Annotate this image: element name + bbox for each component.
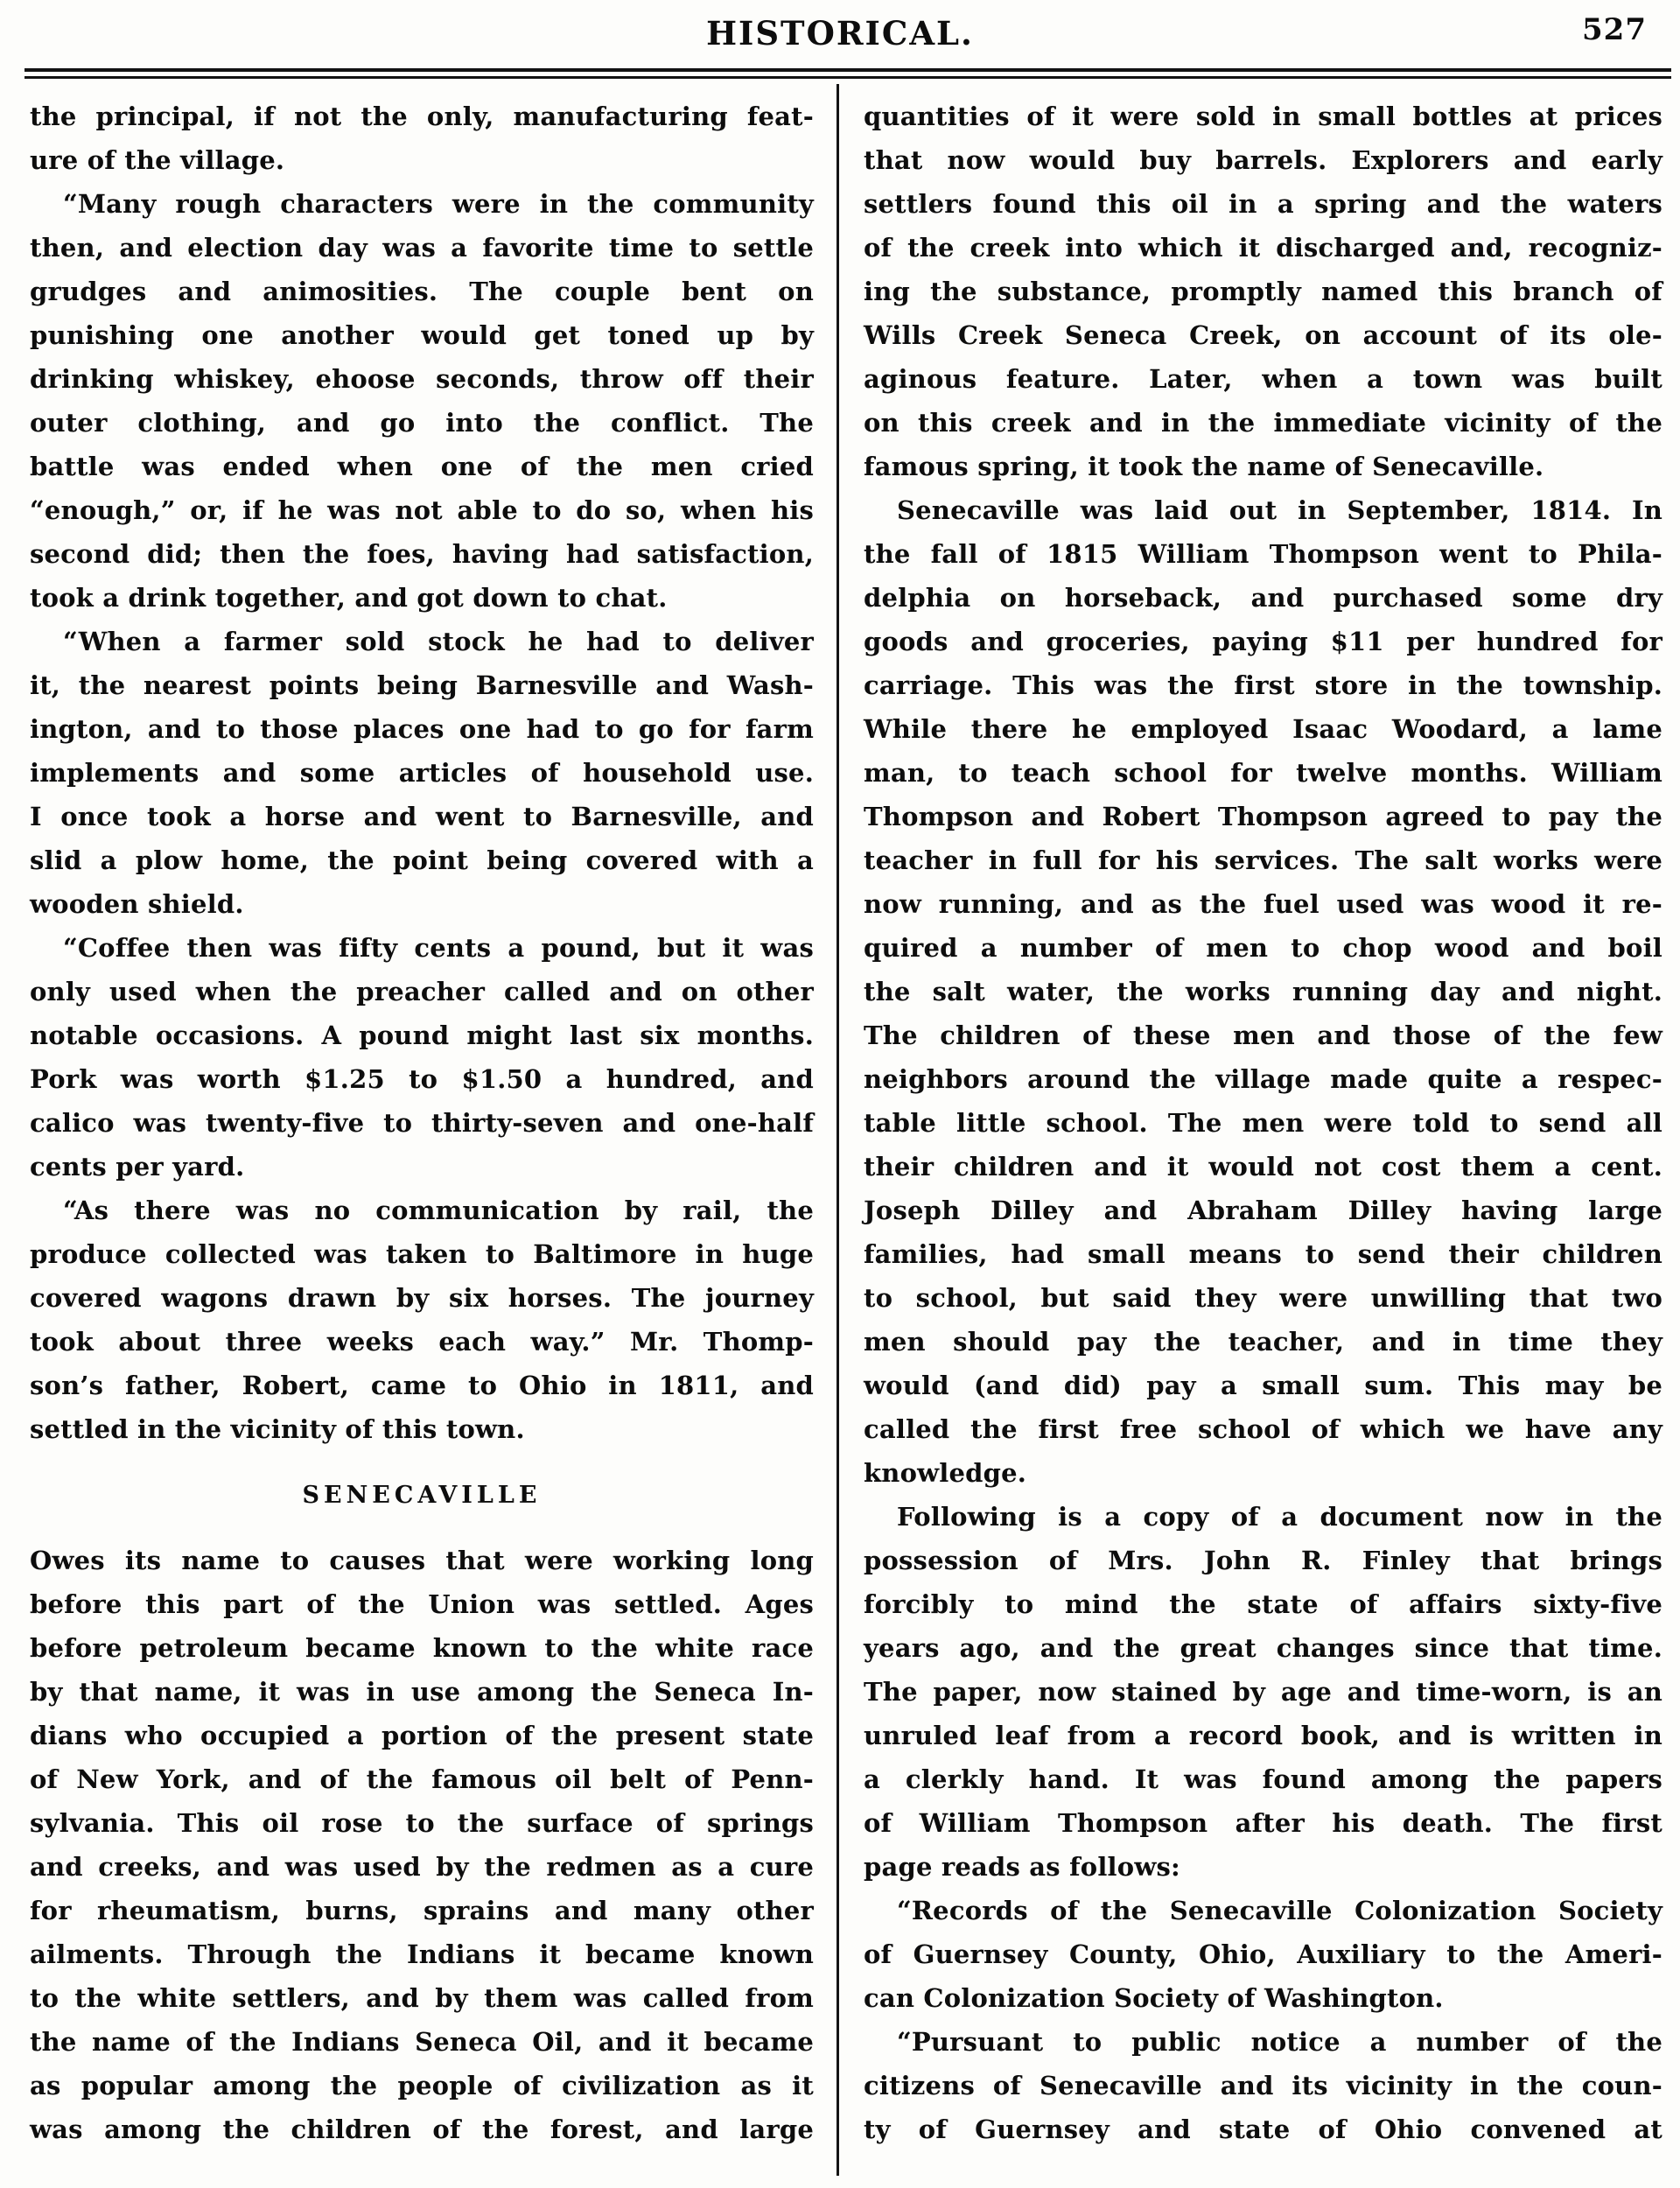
text-line: before petroleum became known to the white race bbox=[30, 1633, 814, 1663]
text-line: only used when the preacher called and on other bbox=[30, 977, 814, 1006]
text-line: settlers found this oil in a spring and the waters bbox=[864, 189, 1662, 219]
text-line: Following is a copy of a document now in the bbox=[897, 1502, 1662, 1532]
text-line: called the first free school of which we have any bbox=[864, 1414, 1662, 1444]
text-line: citizens of Senecaville and its vicinity in the coun- bbox=[864, 2071, 1662, 2100]
text-line: The children of these men and those of the few bbox=[864, 1020, 1662, 1050]
text-line: Joseph Dilley and Abraham Dilley having large bbox=[864, 1196, 1662, 1225]
text-line: ington, and to those places one had to go for farm bbox=[30, 714, 814, 744]
text-line: punishing one another would get toned up by bbox=[30, 320, 814, 350]
text-line: Thompson and Robert Thompson agreed to pay the bbox=[864, 802, 1662, 831]
page-title: HISTORICAL. bbox=[706, 14, 974, 53]
text-line: of Guernsey County, Ohio, Auxiliary to the Ameri- bbox=[864, 1939, 1662, 1969]
text-line: their children and it would not cost them a cent. bbox=[864, 1152, 1662, 1182]
text-line: carriage. This was the first store in the township. bbox=[864, 670, 1662, 700]
section-heading: SENECAVILLE bbox=[302, 1482, 542, 1509]
text-line: a clerkly hand. It was found among the papers bbox=[864, 1764, 1662, 1794]
paragraph bbox=[30, 182, 814, 620]
text-line: Wills Creek Seneca Creek, on account of its ole- bbox=[864, 320, 1662, 350]
text-line: “Records of the Senecaville Colonization Society bbox=[897, 1896, 1662, 1925]
text-line: delphia on horseback, and purchased some dry bbox=[864, 583, 1662, 613]
text-line: that now would buy barrels. Explorers and early bbox=[864, 145, 1662, 175]
text-line: While there he employed Isaac Woodard, a lame bbox=[864, 714, 1662, 744]
header-rule bbox=[24, 68, 1671, 79]
text-line: covered wagons drawn by six horses. The journey bbox=[30, 1283, 814, 1313]
text-line: possession of Mrs. John R. Finley that brings bbox=[864, 1546, 1662, 1575]
text-line: neighbors around the village made quite a respec- bbox=[864, 1064, 1662, 1094]
paragraph bbox=[30, 1189, 814, 1451]
text-line: Senecaville was laid out in September, 1814. In bbox=[897, 495, 1662, 525]
text-line: knowledge. bbox=[864, 1458, 1027, 1488]
text-line: “Many rough characters were in the community bbox=[63, 189, 814, 219]
text-line: I once took a horse and went to Barnesville, and bbox=[30, 802, 814, 831]
text-line: the principal, if not the only, manufacturing feat- bbox=[30, 102, 814, 131]
text-line: wooden shield. bbox=[30, 889, 244, 919]
text-line: years ago, and the great changes since that time. bbox=[864, 1633, 1662, 1663]
paragraph bbox=[864, 1495, 1662, 1889]
text-line: cents per yard. bbox=[30, 1152, 245, 1182]
text-line: teacher in full for his services. The salt works were bbox=[864, 845, 1662, 875]
text-line: ailments. Through the Indians it became known bbox=[30, 1939, 814, 1969]
right-column bbox=[864, 84, 1662, 2176]
page-number: 527 bbox=[1582, 12, 1647, 47]
paragraph bbox=[30, 926, 814, 1189]
text-line: grudges and animosities. The couple bent on bbox=[30, 277, 814, 306]
text-line: second did; then the foes, having had satisfaction, bbox=[30, 539, 814, 569]
text-line: The paper, now stained by age and time-worn, is an bbox=[864, 1677, 1662, 1707]
text-line: page reads as follows: bbox=[864, 1852, 1180, 1882]
paragraph bbox=[864, 2020, 1662, 2151]
text-line: then, and election day was a favorite time to settle bbox=[30, 233, 814, 263]
text-line: of William Thompson after his death. The first bbox=[864, 1808, 1662, 1838]
text-line: “When a farmer sold stock he had to deliver bbox=[63, 627, 814, 656]
text-line: “Coffee then was fifty cents a pound, but it was bbox=[63, 933, 814, 963]
text-columns bbox=[30, 84, 1662, 2176]
paragraph bbox=[864, 1889, 1662, 2020]
text-line: slid a plow home, the point being covered with a bbox=[30, 845, 814, 875]
text-line: on this creek and in the immediate vicinity of the bbox=[864, 408, 1662, 438]
text-line: famous spring, it took the name of Senecaville. bbox=[864, 452, 1544, 481]
text-line: drinking whiskey, ehoose seconds, throw off their bbox=[30, 364, 814, 394]
text-line: implements and some articles of household use. bbox=[30, 758, 814, 788]
column-divider bbox=[836, 84, 839, 2176]
paragraph bbox=[864, 95, 1662, 488]
text-line: goods and groceries, paying $11 per hundred for bbox=[864, 627, 1662, 656]
text-line: before this part of the Union was settled. Ages bbox=[30, 1589, 814, 1619]
text-line: and creeks, and was used by the redmen as a cure bbox=[30, 1852, 814, 1882]
text-line: by that name, it was in use among the Seneca In- bbox=[30, 1677, 814, 1707]
text-line: now running, and as the fuel used was wood it re- bbox=[864, 889, 1662, 919]
text-line: “enough,” or, if he was not able to do so, when his bbox=[30, 495, 814, 525]
text-line: aginous feature. Later, when a town was built bbox=[864, 364, 1662, 394]
text-line: calico was twenty-five to thirty-seven and one-half bbox=[30, 1108, 814, 1138]
text-line: ure of the village. bbox=[30, 145, 285, 175]
text-line: to the white settlers, and by them was called from bbox=[30, 1983, 814, 2013]
text-line: of the creek into which it discharged and, recogniz- bbox=[864, 233, 1662, 263]
text-line: “As there was no communication by rail, the bbox=[63, 1196, 814, 1225]
text-line: forcibly to mind the state of affairs sixty-five bbox=[864, 1589, 1662, 1619]
text-line: notable occasions. A pound might last six months. bbox=[30, 1020, 814, 1050]
text-line: Owes its name to causes that were working long bbox=[30, 1546, 814, 1575]
text-line: quired a number of men to chop wood and boil bbox=[864, 933, 1662, 963]
left-column bbox=[30, 84, 814, 2176]
text-line: of New York, and of the famous oil belt of Penn- bbox=[30, 1764, 814, 1794]
text-line: sylvania. This oil rose to the surface of springs bbox=[30, 1808, 814, 1838]
paragraph bbox=[30, 620, 814, 926]
text-line: battle was ended when one of the men cried bbox=[30, 452, 814, 481]
text-line: ing the substance, promptly named this branch of bbox=[864, 277, 1662, 306]
text-line: was among the children of the forest, and large bbox=[30, 2114, 814, 2144]
text-line: families, had small means to send their children bbox=[864, 1239, 1662, 1269]
text-line: table little school. The men were told to send all bbox=[864, 1108, 1662, 1138]
text-line: man, to teach school for twelve months. William bbox=[864, 758, 1662, 788]
text-line: can Colonization Society of Washington. bbox=[864, 1983, 1444, 2013]
text-line: unruled leaf from a record book, and is written in bbox=[864, 1721, 1662, 1750]
text-line: produce collected was taken to Baltimore in huge bbox=[30, 1239, 814, 1269]
text-line: the name of the Indians Seneca Oil, and it became bbox=[30, 2027, 814, 2057]
paragraph bbox=[30, 1539, 814, 2151]
text-line: took a drink together, and got down to chat. bbox=[30, 583, 668, 613]
text-line: settled in the vicinity of this town. bbox=[30, 1414, 525, 1444]
text-line: Pork was worth $1.25 to $1.50 a hundred, and bbox=[30, 1064, 814, 1094]
text-line: the fall of 1815 William Thompson went to Phila- bbox=[864, 539, 1662, 569]
text-line: the salt water, the works running day and night. bbox=[864, 977, 1662, 1006]
text-line: for rheumatism, burns, sprains and many other bbox=[30, 1896, 814, 1925]
text-line: son’s father, Robert, came to Ohio in 1811, and bbox=[30, 1371, 814, 1400]
text-line: took about three weeks each way.” Mr. Thomp- bbox=[30, 1327, 814, 1357]
text-line: men should pay the teacher, and in time they bbox=[864, 1327, 1662, 1357]
text-line: outer clothing, and go into the conflict. The bbox=[30, 408, 814, 438]
text-line: “Pursuant to public notice a number of the bbox=[897, 2027, 1662, 2057]
text-line: quantities of it were sold in small bottles at prices bbox=[864, 102, 1662, 131]
text-line: to school, but said they were unwilling that two bbox=[864, 1283, 1662, 1313]
paragraph bbox=[30, 95, 814, 182]
text-line: would (and did) pay a small sum. This may be bbox=[864, 1371, 1662, 1400]
text-line: it, the nearest points being Barnesville and Wash- bbox=[30, 670, 814, 700]
text-line: as popular among the people of civilization as it bbox=[30, 2071, 814, 2100]
text-line: ty of Guernsey and state of Ohio convened at bbox=[864, 2114, 1662, 2144]
running-head bbox=[0, 0, 1680, 58]
text-line: dians who occupied a portion of the present state bbox=[30, 1721, 814, 1750]
paragraph bbox=[864, 488, 1662, 1495]
